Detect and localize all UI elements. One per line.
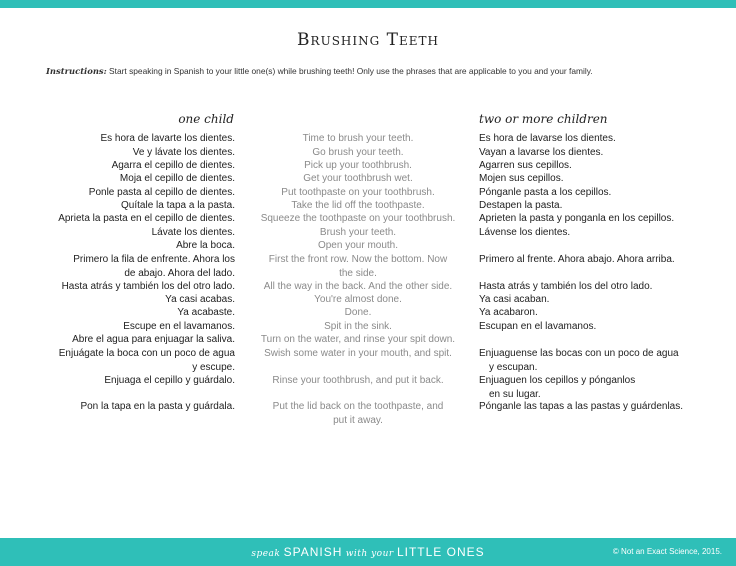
phrase-english-line: Pick up your toothbrush. bbox=[304, 160, 412, 171]
heading-one-child: one child bbox=[178, 112, 234, 126]
phrase-english bbox=[244, 333, 472, 347]
instructions bbox=[46, 66, 706, 76]
phrase-two-or-more-line: Es hora de lavarse los dientes. bbox=[479, 133, 616, 144]
phrase-one-child bbox=[20, 172, 235, 186]
phrase-two-or-more-line: y escupan. bbox=[489, 361, 538, 373]
phrase-english bbox=[244, 293, 472, 307]
instructions-label: Instructions: bbox=[46, 66, 107, 76]
phrase-english bbox=[244, 253, 472, 280]
tag-speak: speak bbox=[251, 549, 281, 559]
phrase-one-child-line: Ve y lávate los dientes. bbox=[132, 147, 235, 158]
phrase-english-line: Brush your teeth. bbox=[319, 227, 397, 238]
phrase-english-line: put it away. bbox=[333, 414, 383, 426]
phrase-two-or-more-line: en su lugar. bbox=[489, 388, 541, 400]
phrase-one-child bbox=[20, 199, 235, 213]
phrase-one-child-line: Quítale la tapa a la pasta. bbox=[121, 200, 235, 211]
phrase-english bbox=[244, 172, 472, 186]
phrase-two-or-more-line: Hasta atrás y también los del otro lado. bbox=[479, 281, 653, 292]
phrase-english bbox=[244, 199, 472, 213]
phrase-english-line: Turn on the water, and rinse your spit down. bbox=[260, 334, 456, 345]
phrase-english-line: Rinse your toothbrush, and put it back. bbox=[272, 375, 444, 386]
phrase-one-child bbox=[20, 253, 235, 280]
top-accent-bar bbox=[0, 0, 736, 8]
phrase-two-or-more bbox=[479, 347, 719, 374]
phrase-one-child bbox=[20, 226, 235, 240]
phrase-english bbox=[244, 132, 472, 146]
copyright: © Not an Exact Science, 2015. bbox=[612, 547, 722, 556]
phrase-two-or-more-line: Agarren sus cepillos. bbox=[479, 160, 572, 171]
phrase-two-or-more bbox=[479, 199, 719, 213]
phrase-one-child-line: Ponle pasta al cepillo de dientes. bbox=[88, 187, 235, 198]
phrase-one-child-line: Pon la tapa en la pasta y guárdala. bbox=[80, 401, 235, 412]
phrase-english-line: Put the lid back on the toothpaste, and bbox=[272, 401, 444, 412]
phrase-english bbox=[244, 347, 472, 361]
phrase-one-child bbox=[20, 306, 235, 320]
phrase-two-or-more-line: Enjuaguen los cepillos y pónganlos bbox=[479, 375, 636, 386]
heading-two-or-more: two or more children bbox=[479, 112, 608, 126]
phrase-one-child bbox=[20, 280, 235, 294]
phrase-english bbox=[244, 146, 472, 160]
phrase-two-or-more-line: Primero al frente. Ahora abajo. Ahora arriba. bbox=[479, 254, 675, 265]
phrase-two-or-more bbox=[479, 293, 719, 307]
phrase-two-or-more-line: Vayan a lavarse los dientes. bbox=[479, 147, 604, 158]
phrase-english-line: Open your mouth. bbox=[317, 240, 399, 251]
phrase-two-or-more bbox=[479, 320, 719, 334]
phrase-two-or-more bbox=[479, 306, 719, 320]
phrase-one-child-line: Lávate los dientes. bbox=[151, 227, 235, 238]
phrase-english-line: Squeeze the toothpaste on your toothbrush. bbox=[260, 213, 456, 224]
phrase-one-child bbox=[20, 333, 235, 347]
phrase-english-line: Take the lid off the toothpaste. bbox=[291, 200, 425, 211]
phrase-two-or-more-line: Enjuaguense las bocas con un poco de agua bbox=[479, 348, 679, 359]
tag-spanish: SPANISH bbox=[283, 545, 343, 559]
phrase-one-child-line: y escupe. bbox=[192, 361, 235, 373]
phrase-two-or-more bbox=[479, 374, 719, 401]
phrase-english bbox=[244, 320, 472, 334]
phrase-one-child bbox=[20, 159, 235, 173]
phrase-two-or-more bbox=[479, 186, 719, 200]
phrase-english bbox=[244, 374, 472, 388]
phrase-one-child-line: Enjuágate la boca con un poco de agua bbox=[58, 348, 235, 359]
phrase-english bbox=[244, 186, 472, 200]
phrase-english bbox=[244, 239, 472, 253]
phrase-one-child-line: Es hora de lavarte los dientes. bbox=[100, 133, 235, 144]
phrase-two-or-more-line: Mojen sus cepillos. bbox=[479, 173, 564, 184]
phrase-two-or-more-line: Escupan en el lavamanos. bbox=[479, 321, 597, 332]
phrase-one-child bbox=[20, 320, 235, 334]
phrase-two-or-more bbox=[479, 172, 719, 186]
phrase-one-child bbox=[20, 400, 235, 414]
phrase-english-line: You're almost done. bbox=[314, 294, 402, 305]
phrase-one-child-line: Hasta atrás y también los del otro lado. bbox=[61, 281, 235, 292]
phrase-one-child bbox=[20, 212, 235, 226]
phrase-one-child bbox=[20, 132, 235, 146]
phrase-two-or-more bbox=[479, 212, 719, 226]
footer-bar bbox=[0, 538, 736, 566]
phrase-one-child bbox=[20, 293, 235, 307]
phrase-one-child bbox=[20, 374, 235, 388]
phrase-english-line: Swish some water in your mouth, and spit. bbox=[264, 348, 452, 359]
phrase-one-child-line: Abre la boca. bbox=[176, 240, 235, 251]
phrase-two-or-more-line: Ya casi acaban. bbox=[479, 294, 550, 305]
tag-with: with your bbox=[345, 549, 394, 559]
phrase-one-child-line: Enjuaga el cepillo y guárdalo. bbox=[104, 375, 235, 386]
phrase-one-child-line: Ya acabaste. bbox=[177, 307, 235, 318]
phrase-english-line: Get your toothbrush wet. bbox=[303, 173, 413, 184]
phrase-english-line: First the front row. Now the bottom. Now bbox=[268, 254, 448, 265]
phrase-one-child-line: Aprieta la pasta en el cepillo de dientes. bbox=[58, 213, 235, 224]
phrase-english-line: the side. bbox=[339, 267, 377, 279]
phrase-two-or-more bbox=[479, 146, 719, 160]
phrase-two-or-more-line: Lávense los dientes. bbox=[479, 227, 571, 238]
phrase-english bbox=[244, 159, 472, 173]
phrase-english-line: Go brush your teeth. bbox=[312, 147, 404, 158]
phrase-english bbox=[244, 226, 472, 240]
phrase-english bbox=[244, 306, 472, 320]
phrase-one-child-line: Ya casi acabas. bbox=[165, 294, 235, 305]
phrase-one-child bbox=[20, 347, 235, 374]
page-title: Brushing Teeth bbox=[297, 30, 439, 50]
phrase-two-or-more bbox=[479, 226, 719, 240]
phrase-two-or-more bbox=[479, 280, 719, 294]
phrase-one-child-line: Agarra el cepillo de dientes. bbox=[111, 160, 235, 171]
instructions-text: Start speaking in Spanish to your little one(s) while brushing teeth! Only use the phrases that are applicable to you and your family. bbox=[106, 66, 593, 76]
phrase-two-or-more bbox=[479, 400, 719, 414]
phrase-two-or-more-line: Pónganle las tapas a las pastas y guárdenlas. bbox=[479, 401, 684, 412]
phrase-english-line: All the way in the back. And the other side. bbox=[263, 281, 453, 292]
phrase-two-or-more bbox=[479, 253, 719, 267]
tag-little-ones: LITTLE ONES bbox=[396, 545, 485, 559]
phrase-one-child-line: Abre el agua para enjuagar la saliva. bbox=[72, 334, 235, 345]
phrase-two-or-more-line: Destapen la pasta. bbox=[479, 200, 563, 211]
phrase-one-child-line: Escupe en el lavamanos. bbox=[123, 321, 235, 332]
phrase-one-child bbox=[20, 239, 235, 253]
phrase-one-child bbox=[20, 186, 235, 200]
phrase-english bbox=[244, 400, 472, 427]
phrase-english-line: Spit in the sink. bbox=[324, 321, 392, 332]
phrase-one-child-line: Moja el cepillo de dientes. bbox=[119, 173, 235, 184]
phrase-english bbox=[244, 280, 472, 294]
phrase-english-line: Done. bbox=[344, 307, 372, 318]
phrase-one-child-line: de abajo. Ahora del lado. bbox=[124, 267, 235, 279]
phrase-english bbox=[244, 212, 472, 226]
phrase-english-line: Time to brush your teeth. bbox=[302, 133, 414, 144]
phrase-one-child-line: Primero la fila de enfrente. Ahora los bbox=[73, 254, 235, 265]
phrase-two-or-more-line: Aprieten la pasta y ponganla en los cepillos. bbox=[479, 213, 675, 224]
phrase-english-line: Put toothpaste on your toothbrush. bbox=[281, 187, 435, 198]
phrase-one-child bbox=[20, 146, 235, 160]
phrase-two-or-more-line: Ya acabaron. bbox=[479, 307, 538, 318]
phrase-two-or-more bbox=[479, 132, 719, 146]
phrase-two-or-more bbox=[479, 159, 719, 173]
phrase-two-or-more-line: Pónganle pasta a los cepillos. bbox=[479, 187, 612, 198]
